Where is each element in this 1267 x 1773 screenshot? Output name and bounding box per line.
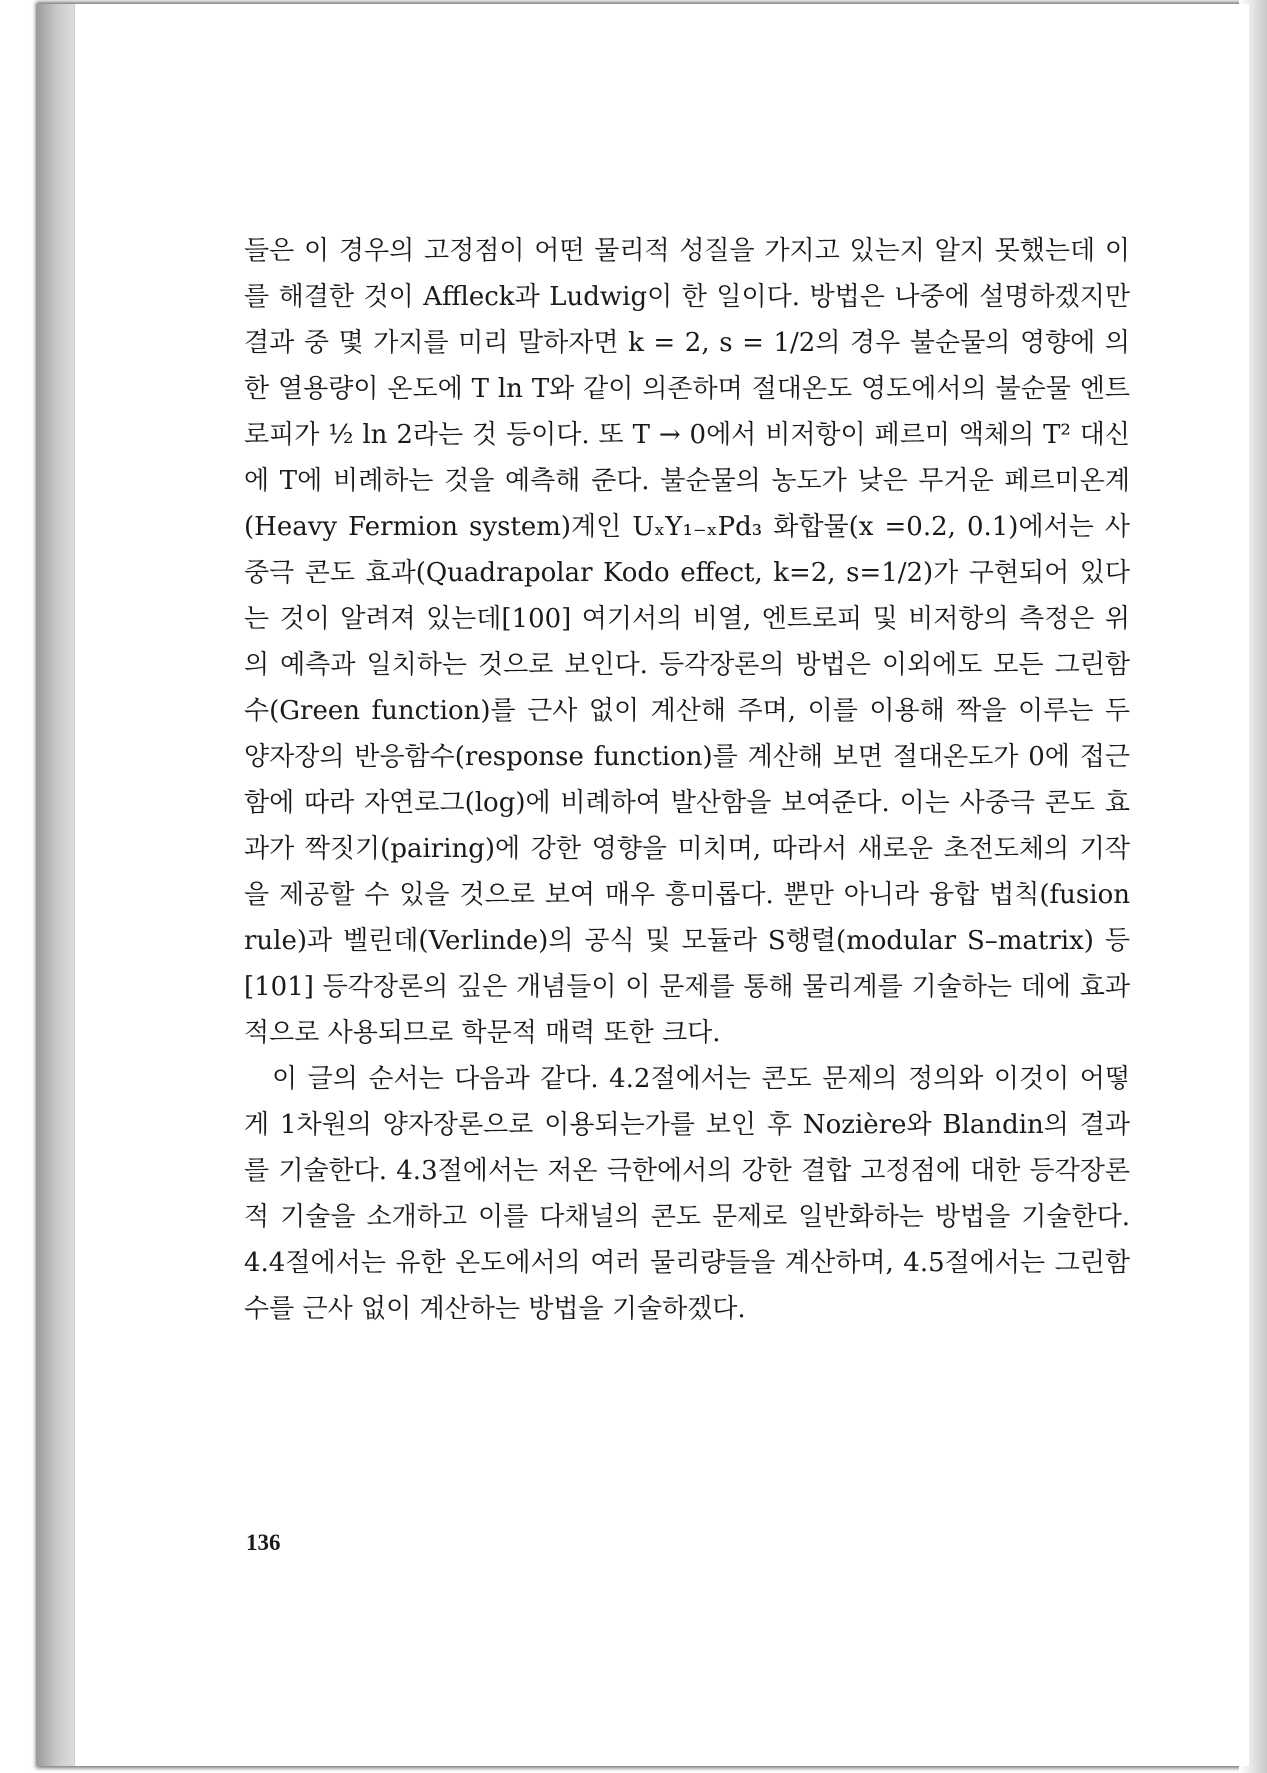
body-text [244,228,1130,1332]
paragraph-1: 들은 이 경우의 고정점이 어떤 물리적 성질을 가지고 있는지 알지 못했는데 이를 해결한 것이 Affleck과 Ludwig이 한 일이다. 방법은 나중에 설명하겠지만 결과 중 몇 가지를 미리 말하자면 k = 2, s = 1/2의 경우 불순물의 영향에 의한 열용량이 온도에 T ln T와 같이 의존하며 절대온도 영도에서의 불순물 엔트로피가 ½ ln 2라는 것 등이다. 또 T → 0에서 비저항이 페르미 액체의 T² 대신에 T에 비례하는 것을 예측해 준다. 불순물의 농도가 낮은 무거운 페르미온계(Heavy Fermion system)계인 UₓY₁₋ₓPd₃ 화합물(x =0.2, 0.1)에서는 사중극 콘도 효과(Quadrapolar Kodo effect, k=2, s=1/2)가 구현되어 있다는 것이 알려져 있는데[100] 여기서의 비열, 엔트로피 및 비저항의 측정은 위의 예측과 일치하는 것으로 보인다. 등각장론의 방법은 이외에도 모든 그린함수(Green function)를 근사 없이 계산해 주며, 이를 이용해 짝을 이루는 두 양자장의 반응함수(response function)를 계산해 보면 절대온도가 0에 접근함에 따라 자연로그(log)에 비례하여 발산함을 보여준다. 이는 사중극 콘도 효과가 짝짓기(pairing)에 강한 영향을 미치며, 따라서 새로운 초전도체의 기작을 제공할 수 있을 것으로 보여 매우 흥미롭다. 뿐만 아니라 융합 법칙(fusion rule)과 벨린데(Verlinde)의 공식 및 모듈라 S행렬(modular S–matrix) 등[101] 등각장론의 깊은 개념들이 이 문제를 통해 물리계를 기술하는 데에 효과적으로 사용되므로 학문적 매력 또한 크다. [244,236,1130,1048]
paragraph-2: 이 글의 순서는 다음과 같다. 4.2절에서는 콘도 문제의 정의와 이것이 어떻게 1차원의 양자장론으로 이용되는가를 보인 후 Nozière와 Blandin의 결과를 기술한다. 4.3절에서는 저온 극한에서의 강한 결합 고정점에 대한 등각장론적 기술을 소개하고 이를 다채널의 콘도 문제로 일반화하는 방법을 기술한다. 4.4절에서는 유한 온도에서의 여러 물리량들을 계산하며, 4.5절에서는 그린함수를 근사 없이 계산하는 방법을 기술하겠다. [244,1064,1130,1324]
page-number: 136 [246,1530,281,1555]
